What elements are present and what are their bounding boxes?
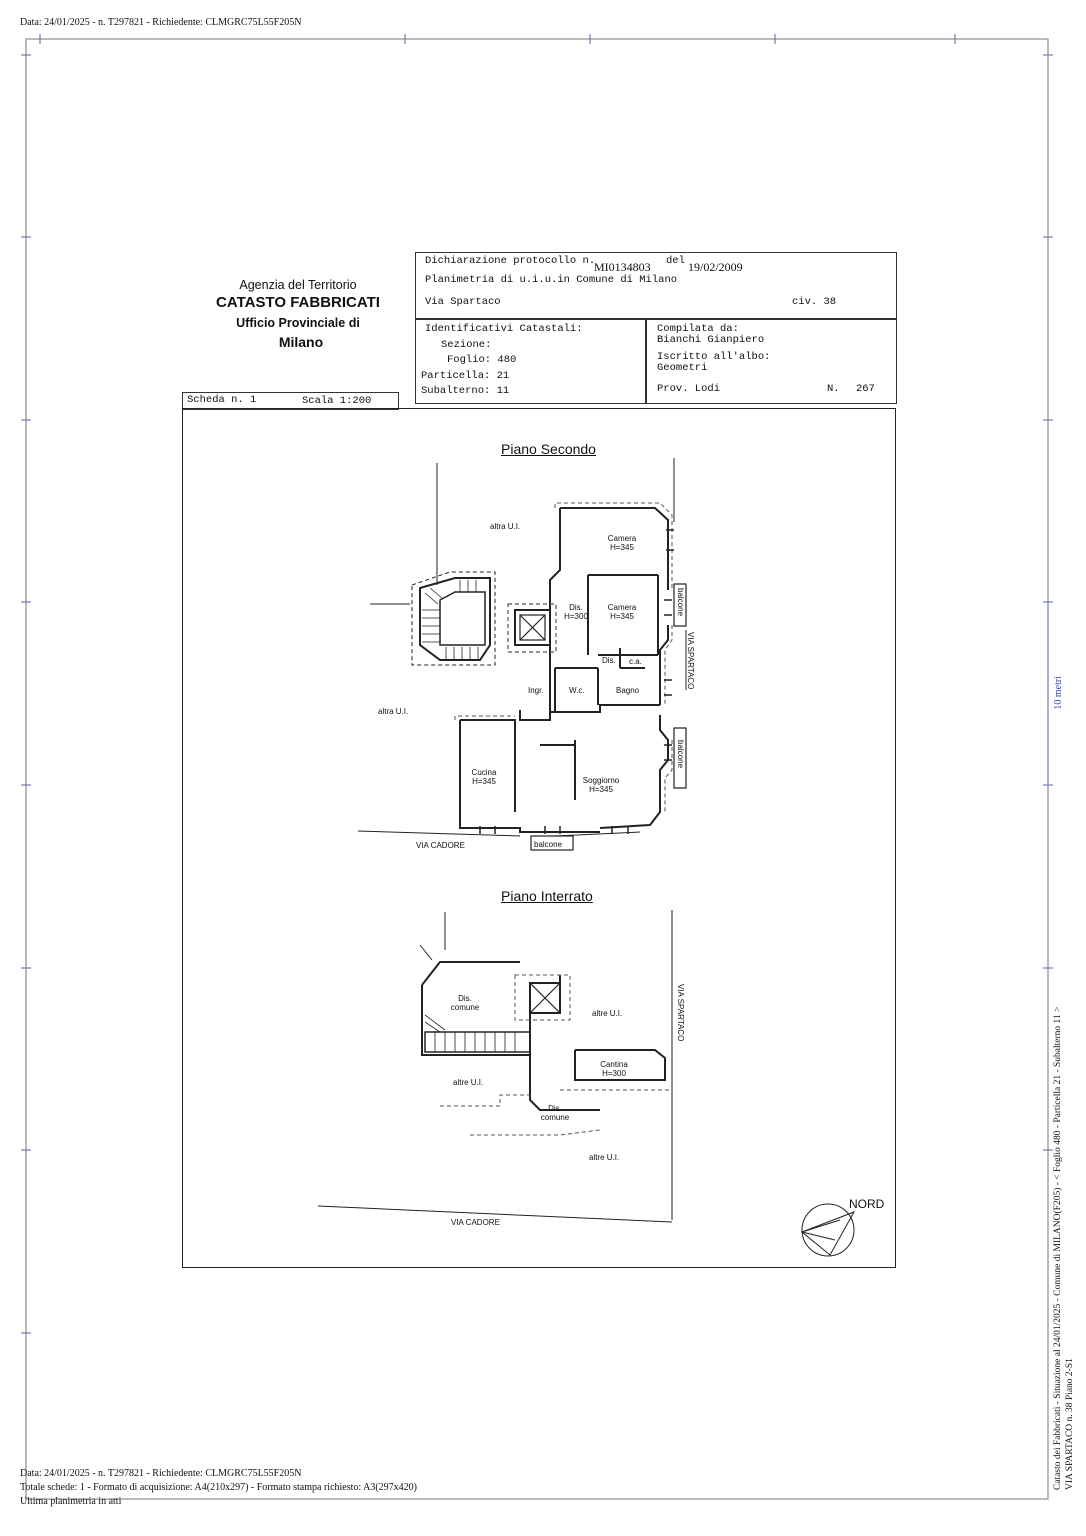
room-dis-comune-1 <box>448 994 482 1012</box>
room-camera-2-name: Camera <box>607 603 637 612</box>
scala: Scala 1:200 <box>302 395 372 407</box>
side-text <box>1052 960 1076 1490</box>
label-altre-ui-2: altre U.I. <box>453 1078 484 1087</box>
subalterno: Subalterno: 11 <box>421 385 510 397</box>
room-cucina-name: Cucina <box>471 768 497 777</box>
room-dis-2: Dis. <box>602 656 616 665</box>
footer-line1: Data: 24/01/2025 - n. T297821 - Richiedente: CLMGRC75L55F205N <box>20 1468 302 1479</box>
room-dis-comune-2 <box>538 1104 572 1122</box>
albo-label: Iscritto all'albo: <box>657 351 771 363</box>
room-dis-1-height: H=300 <box>564 612 588 621</box>
room-cantina <box>598 1060 630 1078</box>
room-ingresso: Ingr. <box>528 686 544 695</box>
agency-name: Agenzia del Territorio <box>239 278 357 292</box>
compiler-label: Compilata da: <box>657 323 739 335</box>
protocol-number: MI0134803 <box>594 260 651 274</box>
label-altra-ui-2: altra U.I. <box>378 707 409 716</box>
street-via-cadore-1: VIA CADORE <box>416 841 465 850</box>
foglio: Foglio: 480 <box>447 354 517 366</box>
particella: Particella: 21 <box>421 370 510 382</box>
plan-title-interrato: Piano Interrato <box>501 888 593 904</box>
street-via-cadore-2: VIA CADORE <box>451 1218 500 1227</box>
n-label: N. <box>827 383 840 395</box>
footer-line3: Ultima planimetria in atti <box>20 1496 122 1507</box>
del-label: del <box>666 255 685 267</box>
street-via-spartaco-1: VIA SPARTACO <box>686 632 695 690</box>
room-bagno: Bagno <box>616 686 640 695</box>
header-line: Data: 24/01/2025 - n. T297821 - Richiedente: CLMGRC75L55F205N <box>20 17 302 28</box>
sezione: Sezione: <box>441 339 492 351</box>
label-balcone-2: balcone <box>676 740 685 769</box>
scale-label: 10 metri <box>1053 676 1064 710</box>
protocol-label: Dichiarazione protocollo n. <box>425 255 596 267</box>
room-camera-2-height: H=345 <box>610 612 634 621</box>
room-ca: c.a. <box>629 657 642 666</box>
room-dis-comune-1-sub: comune <box>450 1003 480 1012</box>
room-wc: W.c. <box>569 686 585 695</box>
label-altra-ui-1: altra U.I. <box>490 522 521 531</box>
province: Prov. Lodi <box>657 383 721 395</box>
room-camera-1-name: Camera <box>607 534 637 543</box>
room-dis-comune-2-name: Dis. <box>548 1104 562 1113</box>
albo-value: Geometri <box>657 362 708 374</box>
north-label: NORD <box>849 1197 885 1211</box>
plan-title-secondo: Piano Secondo <box>501 441 596 457</box>
compiler-name: Bianchi Gianpiero <box>657 334 765 346</box>
side-text-line2: VIA SPARTACO n. 38 Piano 2-S1 <box>1065 1358 1075 1490</box>
n-value: 267 <box>856 383 875 395</box>
label-balcone-3: balcone <box>534 840 563 849</box>
room-dis-1-name: Dis. <box>569 603 583 612</box>
room-dis-comune-1-name: Dis. <box>458 994 472 1003</box>
protocol-date: 19/02/2009 <box>688 260 743 274</box>
ufficio-label: Ufficio Provinciale di <box>236 316 360 330</box>
scheda-number: Scheda n. 1 <box>187 394 257 406</box>
planimetria-label: Planimetria di u.i.u.in Comune di Milano <box>425 274 678 286</box>
label-altre-ui-1: altre U.I. <box>592 1009 623 1018</box>
label-altre-ui-3: altre U.I. <box>589 1153 620 1162</box>
footer-line2: Totale schede: 1 - Formato di acquisizione: A4(210x297) - Formato stampa richiesto: A3(297x420) <box>20 1482 417 1493</box>
address: Via Spartaco <box>425 296 501 308</box>
room-dis-comune-2-sub: comune <box>540 1113 570 1122</box>
room-soggiorno-height: H=345 <box>589 785 613 794</box>
room-cantina-name: Cantina <box>600 1060 628 1069</box>
street-via-spartaco-2: VIA SPARTACO <box>676 984 685 1042</box>
side-text-line1: Catasto dei Fabbricati - Situazione al 24/01/2025 - Comune di MILANO(F205) - < Foglio 480 - Particella 21 - Subalterno 11 > <box>1053 1006 1063 1490</box>
room-cantina-height: H=300 <box>602 1069 626 1078</box>
footer <box>20 1467 417 1509</box>
identifiers-title: Identificativi Catastali: <box>425 323 583 335</box>
room-soggiorno-name: Soggiorno <box>582 776 620 785</box>
room-camera-1-height: H=345 <box>610 543 634 552</box>
label-balcone-1: balcone <box>676 588 685 617</box>
ufficio-city: Milano <box>278 334 324 350</box>
catasto-title: CATASTO FABBRICATI <box>216 294 380 311</box>
civic-number: civ. 38 <box>792 296 837 308</box>
room-cucina-height: H=345 <box>472 777 496 786</box>
